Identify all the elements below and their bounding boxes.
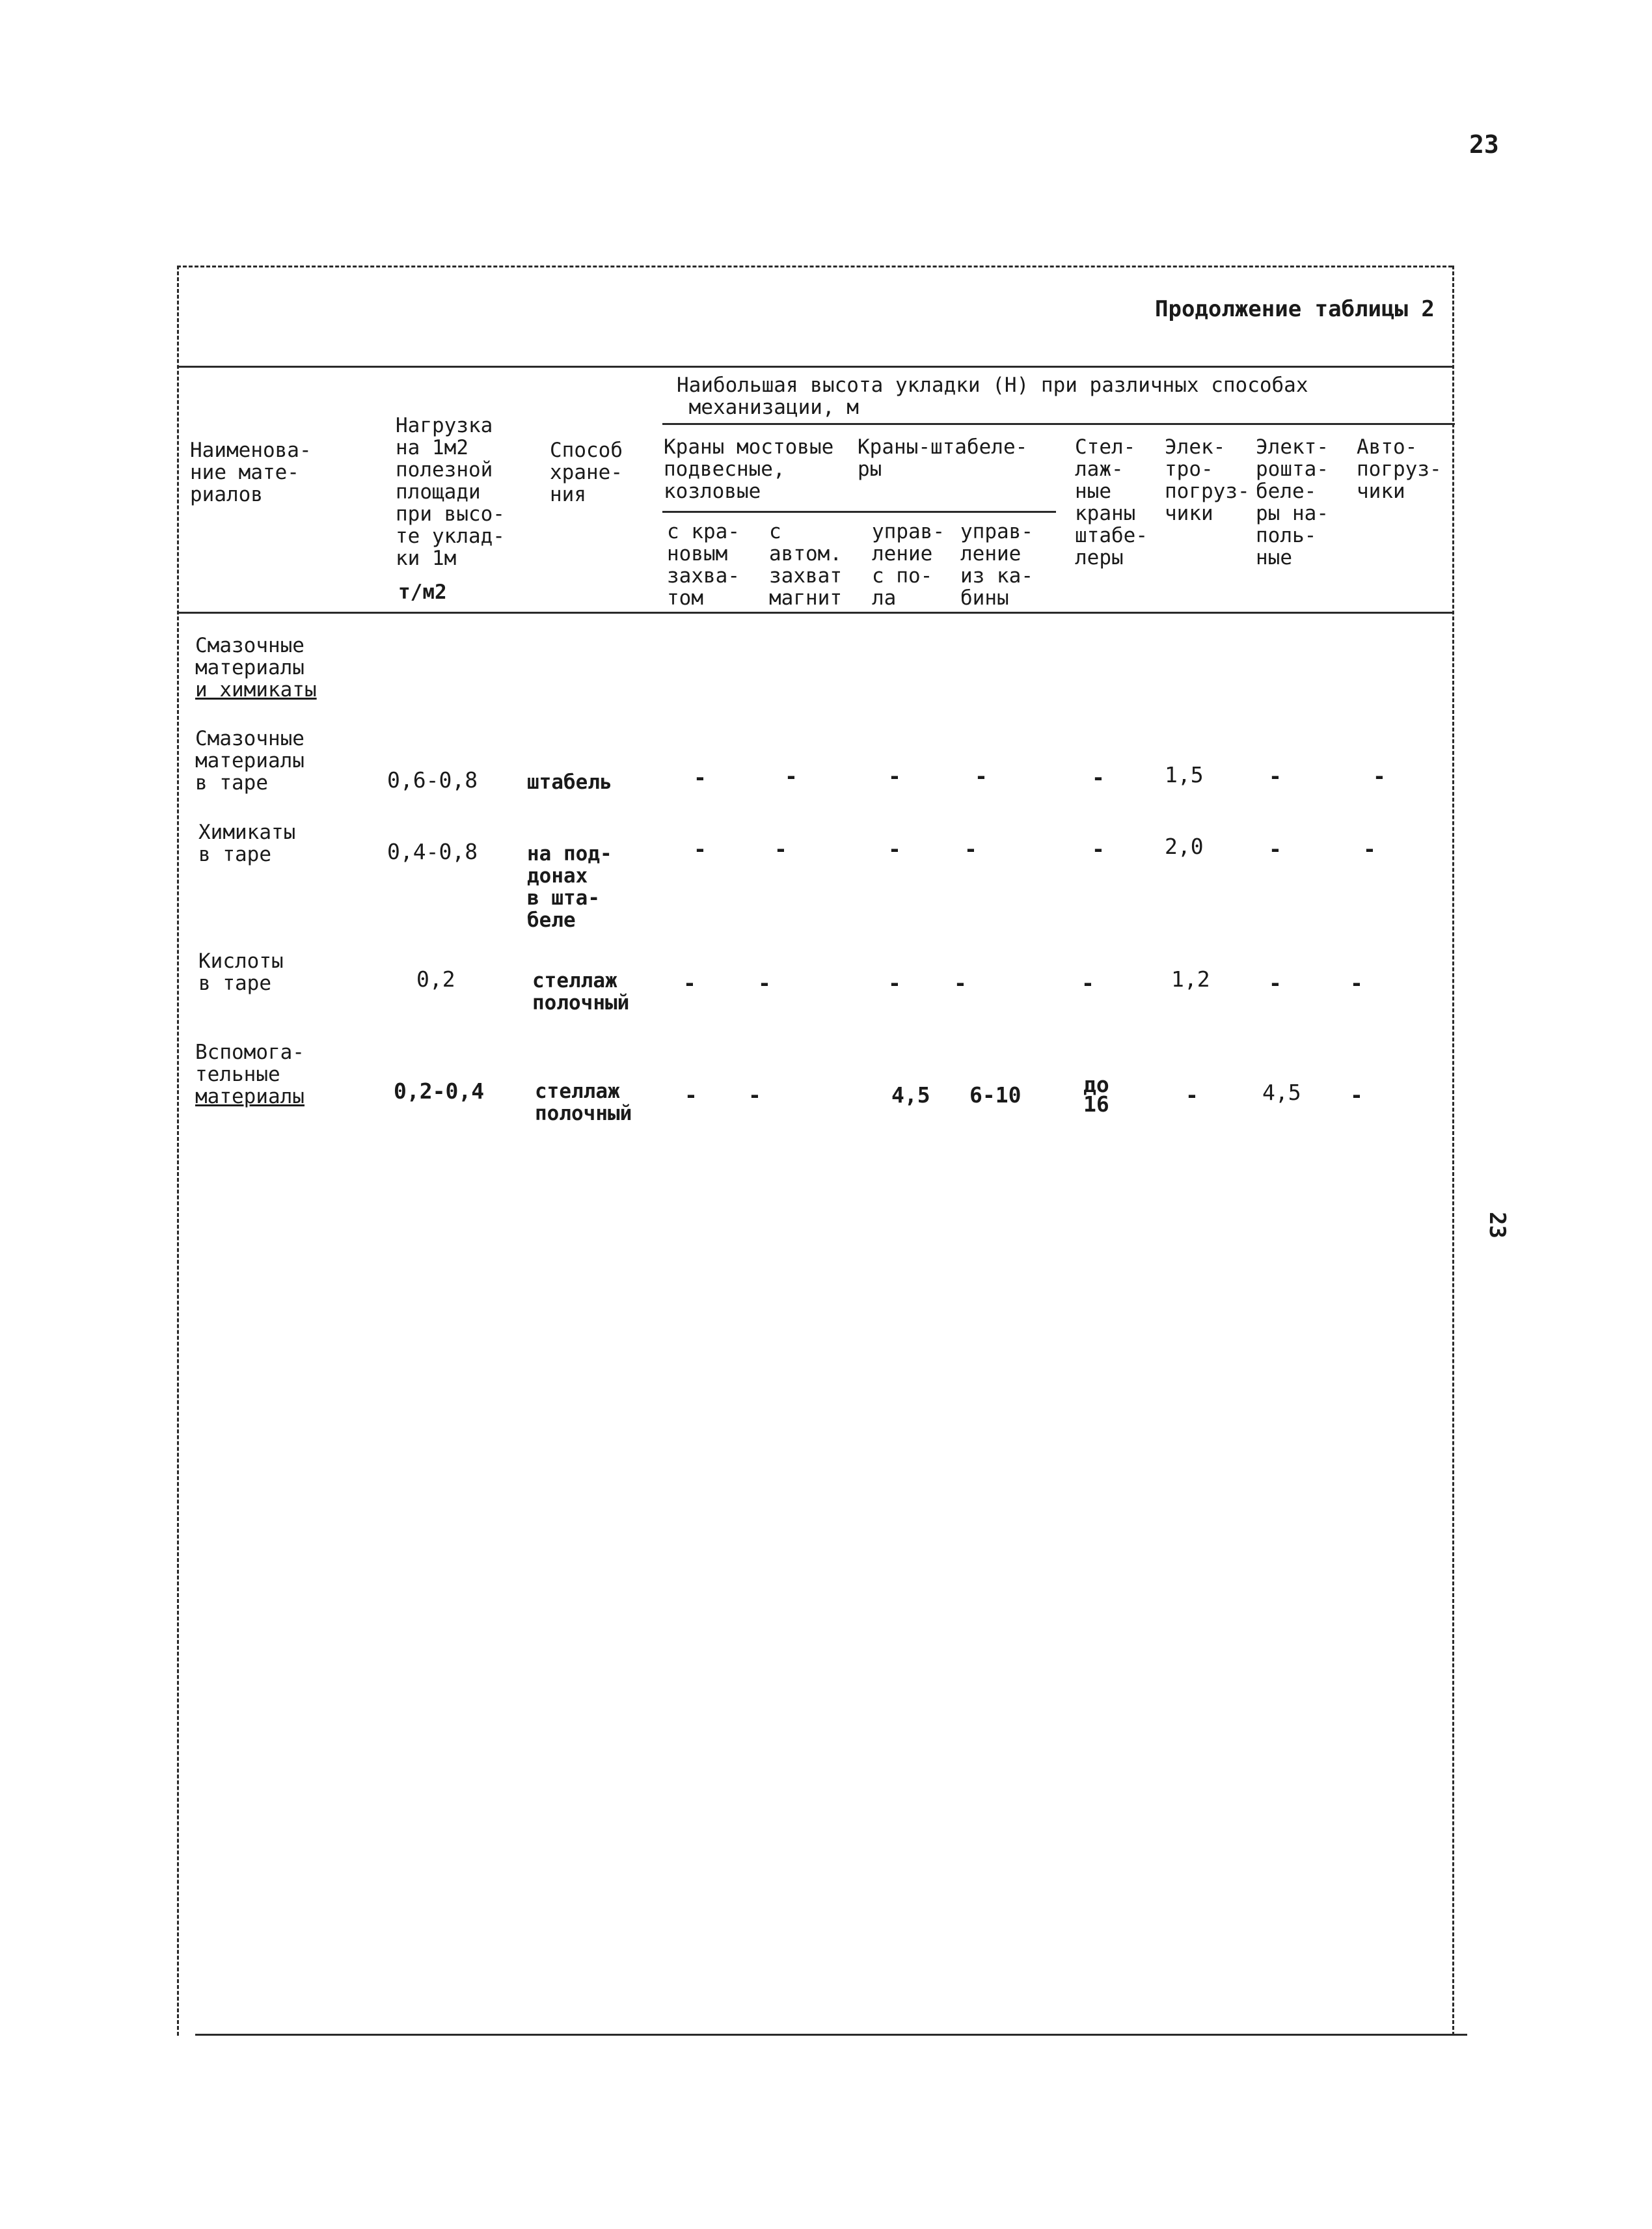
cell-stacker-floor: -	[888, 836, 901, 862]
cell-auto-loaders: -	[1363, 836, 1376, 862]
cell-electro-stackers: -	[1269, 763, 1282, 789]
header-load-unit: т/м2	[398, 581, 447, 604]
frame-bottom-border	[195, 2034, 1467, 2036]
header-cranes-stacker: Краны-штабеле- ры	[858, 435, 1028, 481]
cell-stacker-cabin: -	[954, 970, 967, 996]
header-cranes-bridge: Краны мостовые подвесные, козловые	[664, 435, 834, 503]
header-rack-cranes: Стел- лаж- ные краны штабе- леры	[1075, 435, 1148, 569]
cell-bridge-hook: -	[683, 970, 696, 996]
cell-rack-cranes: до 16	[1083, 1072, 1109, 1117]
cell-electro-stackers: 4,5	[1262, 1080, 1301, 1105]
header-bottom-rule	[179, 612, 1454, 614]
cell-electro-loaders: 1,5	[1165, 762, 1204, 787]
header-electro-loaders: Элек- тро- погруз- чики	[1165, 435, 1250, 525]
table-caption: Продолжение таблицы 2	[1155, 296, 1435, 322]
cell-stacker-cabin: -	[964, 836, 977, 862]
cell-electro-loaders: -	[1185, 1082, 1198, 1108]
header-sub-cabin: управ- ление из ка- бины	[960, 520, 1033, 610]
cell-bridge-hook: -	[684, 1082, 697, 1108]
header-sub-magnet: с автом. захват магнит	[769, 520, 842, 610]
header-auto-loaders: Авто- погруз- чики	[1357, 435, 1442, 503]
frame-right-border	[1452, 266, 1454, 2036]
row-method: стеллаж полочный	[535, 1080, 632, 1125]
group-header-rule	[662, 423, 1455, 425]
row-name: Вспомога- тельные	[195, 1041, 305, 1086]
cell-electro-loaders: 2,0	[1165, 834, 1204, 859]
cell-auto-loaders: -	[1350, 970, 1363, 996]
cell-bridge-hook: -	[694, 765, 707, 790]
row-name: Смазочные материалы в таре	[195, 727, 305, 795]
row-method: штабель	[527, 771, 612, 794]
cell-bridge-magnet: -	[748, 1082, 761, 1108]
cell-auto-loaders: -	[1373, 763, 1386, 789]
header-sub-floor: управ- ление с по- ла	[872, 520, 945, 610]
frame-top-border	[177, 266, 1452, 267]
row-method: на под- донах в шта- беле	[527, 842, 612, 932]
row-method: стеллаж полочный	[532, 969, 630, 1015]
frame-left-border	[177, 266, 179, 2036]
cell-stacker-floor: 4,5	[891, 1082, 930, 1108]
header-top-group: Наибольшая высота укладки (Н) при различных способах механизации, м	[677, 374, 1308, 419]
cell-bridge-magnet: -	[758, 970, 771, 996]
cell-rack-cranes: -	[1092, 836, 1105, 862]
row-name: Химикаты в таре	[198, 821, 296, 866]
cell-stacker-cabin: -	[975, 763, 988, 789]
row-name: Смазочные материалы	[195, 634, 305, 679]
row-name: Кислоты в таре	[198, 950, 284, 995]
cell-rack-cranes: -	[1092, 765, 1105, 790]
cell-stacker-cabin: 6-10	[969, 1082, 1022, 1108]
row-name-underlined: материалы	[195, 1085, 305, 1108]
row-name-underlined: и химикаты	[195, 678, 317, 702]
cell-electro-stackers: -	[1269, 836, 1282, 862]
header-load: Нагрузка на 1м2 полезной площади при высо- те уклад- ки 1м	[396, 414, 505, 570]
cell-stacker-floor: -	[888, 763, 901, 789]
header-sub-hook: с кра- новым захва- том	[667, 520, 740, 610]
cell-electro-stackers: -	[1269, 970, 1282, 996]
row-load: 0,2	[416, 966, 455, 992]
row-load: 0,6-0,8	[387, 767, 478, 793]
page-number: 23	[1469, 130, 1499, 159]
row-load: 0,4-0,8	[387, 839, 478, 864]
header-electro-stackers: Элект- роштa- беле- ры на- поль- ные	[1256, 435, 1329, 569]
cell-bridge-hook: -	[694, 836, 707, 862]
cell-stacker-floor: -	[888, 970, 901, 996]
header-method: Способ хране- ния	[550, 439, 623, 506]
header-name: Наименова- ние мате- риалов	[190, 439, 312, 506]
row-load: 0,2-0,4	[394, 1078, 485, 1104]
side-page-number: 23	[1484, 1212, 1510, 1238]
subgroup-header-rule	[662, 511, 1056, 513]
cell-rack-cranes: -	[1081, 970, 1094, 996]
table-top-rule	[179, 366, 1454, 368]
cell-bridge-magnet: -	[774, 836, 787, 862]
cell-auto-loaders: -	[1350, 1082, 1363, 1108]
cell-bridge-magnet: -	[785, 763, 798, 789]
cell-electro-loaders: 1,2	[1171, 966, 1210, 992]
